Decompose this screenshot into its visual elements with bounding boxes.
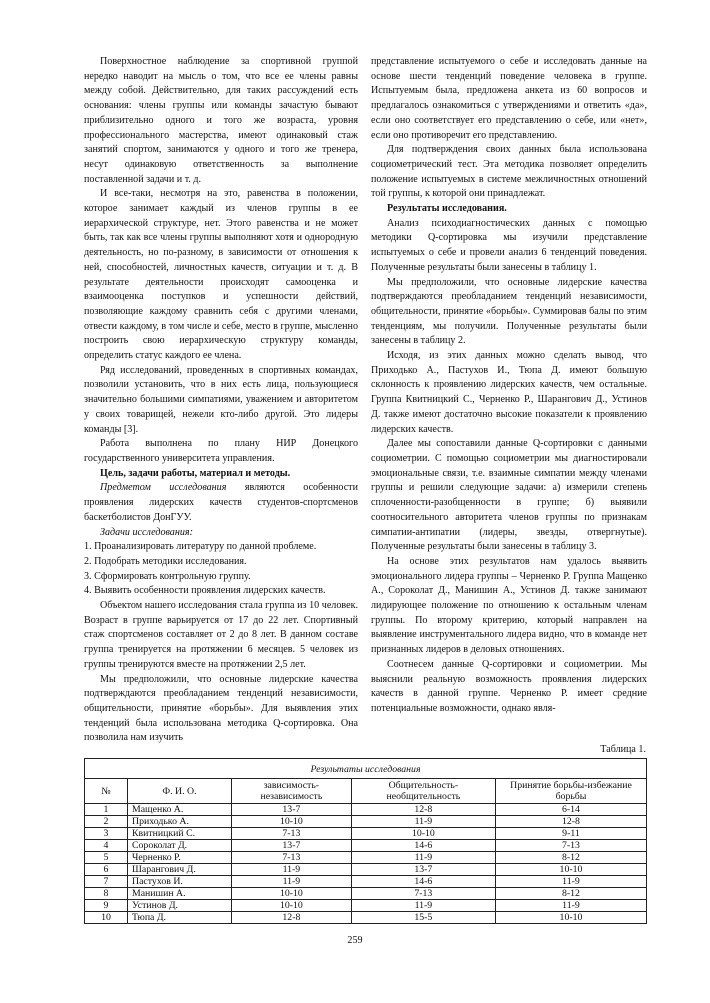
score-cell: 6-14	[495, 804, 646, 816]
name-cell: Мащенко А.	[128, 804, 232, 816]
score-cell: 15-5	[351, 912, 495, 924]
page-number: 259	[347, 935, 363, 946]
score-cell: 7-13	[495, 840, 646, 852]
name-cell: Черненко Р.	[128, 852, 232, 864]
name-cell: Приходько А.	[128, 816, 232, 828]
paragraph: Объектом нашего исследования стала группа из 10 человек. Возраст в группе варьируется от 17 до 22 лет. Спортивный стаж спортсменов составляет от 2 до 8 лет. В данном составе группа тренируется на протяжении 6 месяцев. 5 человек из группы тренируются вместе на протяжении 2,5 лет.	[84, 600, 358, 670]
table-row	[85, 888, 647, 900]
name-cell: Тюпа Д.	[128, 912, 232, 924]
section-heading: Цель, задачи работы, материал и методы.	[100, 467, 291, 479]
score-cell: 13-7	[351, 864, 495, 876]
paragraph: Анализ психодиагностических данных с помощью методики Q-сортировка мы изучили представление испытуемых о себе и провели анализ 6 тенденций поведения. Полученные результаты были занесены в таблицу 1.	[371, 217, 647, 273]
name-cell: Устинов Д.	[128, 900, 232, 912]
score-cell: 10-10	[232, 900, 352, 912]
score-cell: 11-9	[232, 876, 352, 888]
row-number-cell: 1	[85, 804, 128, 816]
results-table	[84, 758, 647, 924]
table-header-row	[85, 779, 647, 804]
score-cell: 11-9	[495, 900, 646, 912]
list-item: 4. Выявить особенности проявления лидерских качеств.	[84, 585, 326, 597]
row-number-cell: 3	[85, 828, 128, 840]
name-cell: Пастухов И.	[128, 876, 232, 888]
score-cell: 10-10	[495, 912, 646, 924]
column-header: №	[85, 779, 128, 804]
score-cell: 10-10	[232, 888, 352, 900]
paragraph: представление испытуемого о себе и исследовать данные на основе шести тенденций поведение человека в группе. Испытуемым была, предложена анкета из 60 вопросов и предлагалось ознакомиться с утверждениями и ответить «да», если оно соответствует его представлению о себе, или «нет», если оно противоречит его представлению.	[371, 56, 647, 141]
score-cell: 11-9	[351, 816, 495, 828]
table-row	[85, 852, 647, 864]
score-cell: 12-8	[232, 912, 352, 924]
name-cell: Квитницкий С.	[128, 828, 232, 840]
score-cell: 8-12	[495, 888, 646, 900]
row-number-cell: 4	[85, 840, 128, 852]
score-cell: 14-6	[351, 840, 495, 852]
paragraph: Мы предположили, что основные лидерские качества подтверждаются преобладанием тенденций независимости, общительности, принятие «борьбы». Суммировав балы по этим тенденциям, мы получили. Полученные результаты были занесены в таблицу 2.	[371, 276, 647, 347]
score-cell: 12-8	[351, 804, 495, 816]
paragraph: Мы предположили, что основные лидерские качества подтверждаются преобладанием тенденций независимости, общительности, принятие «борьбы». Для выявления этих тенденций была использована методика Q-сортировка. Она позволила нам изучить	[84, 673, 358, 744]
score-cell: 14-6	[351, 876, 495, 888]
paragraph: Соотнесем данные Q-сортировки и социометрии. Мы выяснили реальную возможность проявления лидерских качеств в данной группе. Черненко Р. имеет средние потенциальные возможности, однако явля-	[371, 658, 647, 714]
paragraph: И все-таки, несмотря на это, равенства в положении, которое занимает каждый из членов группы в ее иерархической структуре, нет. Этого равенства и не может быть, так как все члены группы выполняют хотя и однородную деятельность, но по-разному, в зависимости от отношения к ней, способностей, личностных качеств, ситуации и т. д. В результате деятельности происходят самооценка и взаимооценка поступков и успешности действий, позволяющие каждому сравнить себя с другими членами, отвести каждому, в том числе и себе, место в группе, мысленно построить свою иерархическую структуру команды, определить статус каждого ее члена.	[84, 188, 358, 362]
score-cell: 11-9	[351, 900, 495, 912]
table-caption: Таблица 1.	[600, 744, 646, 755]
score-cell: 13-7	[232, 840, 352, 852]
row-number-cell: 9	[85, 900, 128, 912]
table-row	[85, 828, 647, 840]
table-row	[85, 864, 647, 876]
name-cell: Манишин А.	[128, 888, 232, 900]
table-row	[85, 876, 647, 888]
column-header: Общительность-необщительность	[351, 779, 495, 804]
score-cell: 10-10	[495, 864, 646, 876]
paragraph: На основе этих результатов нам удалось выявить эмоционального лидера группы – Черненко Р. Группа Мащенко А., Сороколат Д., Манишин А., Устинов Д. также занимают лидирующее положение по отношению к остальным членам группы. По второму критерию, который направлен на выявление инструментального лидера видно, что в команде нет признанных лидеров в деловых отношениях.	[371, 555, 647, 656]
table-title: Результаты исследования	[85, 759, 647, 779]
name-cell: Шарангович Д.	[128, 864, 232, 876]
paragraph: Для подтверждения своих данных была использована социометрический тест. Эта методика позволяет определить положение испытуемых в системе межличностных отношений той группы, к которой они принадлежат.	[371, 144, 647, 200]
column-header: Ф. И. О.	[128, 779, 232, 804]
table-row	[85, 900, 647, 912]
column-header: Принятие борьбы-избежание борьбы	[495, 779, 646, 804]
score-cell: 13-7	[232, 804, 352, 816]
list-item: 3. Сформировать контрольную группу.	[84, 570, 251, 582]
score-cell: 9-11	[495, 828, 646, 840]
table-body	[85, 804, 647, 924]
section-heading: Результаты исследования.	[387, 203, 507, 215]
score-cell: 10-10	[351, 828, 495, 840]
table-row	[85, 912, 647, 924]
score-cell: 8-12	[495, 852, 646, 864]
paragraph: Далее мы сопоставили данные Q-сортировки с данными социометрии. С помощью социометрии мы диагностировали эмоциональные связи, т.е. взаимные симпатии между членами группы и решили следующие задачи: а) измерили степень сплоченности-разобщенности в группе; б) выявили соотносительного авторитета членов группы по признакам симпатии-антипатии (лидеры, звезды, отвергнутые). Полученные результаты были занесены в таблицу 3.	[371, 438, 647, 553]
row-number-cell: 6	[85, 864, 128, 876]
right-column	[371, 55, 647, 717]
tasks-list	[84, 540, 358, 599]
row-number-cell: 8	[85, 888, 128, 900]
score-cell: 11-9	[351, 852, 495, 864]
score-cell: 11-9	[232, 864, 352, 876]
table-title-row	[85, 759, 647, 779]
table-row	[85, 840, 647, 852]
score-cell: 12-8	[495, 816, 646, 828]
score-cell: 11-9	[495, 876, 646, 888]
paragraph: Исходя, из этих данных можно сделать вывод, что Приходько А., Пастухов И., Тюпа Д. имеют большую склонность к проявлению лидерских качеств, чем остальные. Группа Квитницкий С., Черненко Р., Шарангович Д., Устинов Д. также имеют достаточно высокие показатели к проявлению лидерских качеств.	[371, 350, 647, 435]
name-cell: Сороколат Д.	[128, 840, 232, 852]
left-column	[84, 55, 358, 746]
paragraph: Работа выполнена по плану НИР Донецкого государственного университета управления.	[84, 438, 358, 464]
table-row	[85, 804, 647, 816]
subject-label: Предметом исследования	[100, 482, 227, 494]
paragraph	[84, 481, 358, 525]
tasks-label: Задачи исследования:	[100, 526, 193, 538]
table-row	[85, 816, 647, 828]
row-number-cell: 10	[85, 912, 128, 924]
score-cell: 7-13	[232, 852, 352, 864]
row-number-cell: 5	[85, 852, 128, 864]
subject-text: являются особенности проявления лидерских качеств студентов-спортсменов баскетболистов ДонГУУ.	[84, 482, 358, 523]
list-item: 1. Проанализировать литературу по данной проблеме.	[84, 541, 317, 553]
paragraph: Поверхностное наблюдение за спортивной группой нередко наводит на мысль о том, что все ее члены равны между собой. Действительно, для таких рассуждений есть основания: члены группы или команды зачастую бывают приблизительно одного и того же возраста, уровня профессионального мастерства, имеют одинаковый стаж занятий спортом, занимаются у одного и того же тренера, несут одинаковую ответственность за выполнение поставленной задачи и т. д.	[84, 56, 358, 185]
list-item: 2. Подобрать методики исследования.	[84, 555, 247, 567]
row-number-cell: 7	[85, 876, 128, 888]
score-cell: 7-13	[351, 888, 495, 900]
paragraph: Ряд исследований, проведенных в спортивных командах, позволили установить, что в них есть лица, пользующиеся значительно большими симпатиями, уважением и авторитетом у своих товарищей, нежели кто-либо другой. Это лидеры команды [3].	[84, 364, 358, 435]
score-cell: 7-13	[232, 828, 352, 840]
column-header: зависимость-независимость	[232, 779, 352, 804]
score-cell: 10-10	[232, 816, 352, 828]
row-number-cell: 2	[85, 816, 128, 828]
